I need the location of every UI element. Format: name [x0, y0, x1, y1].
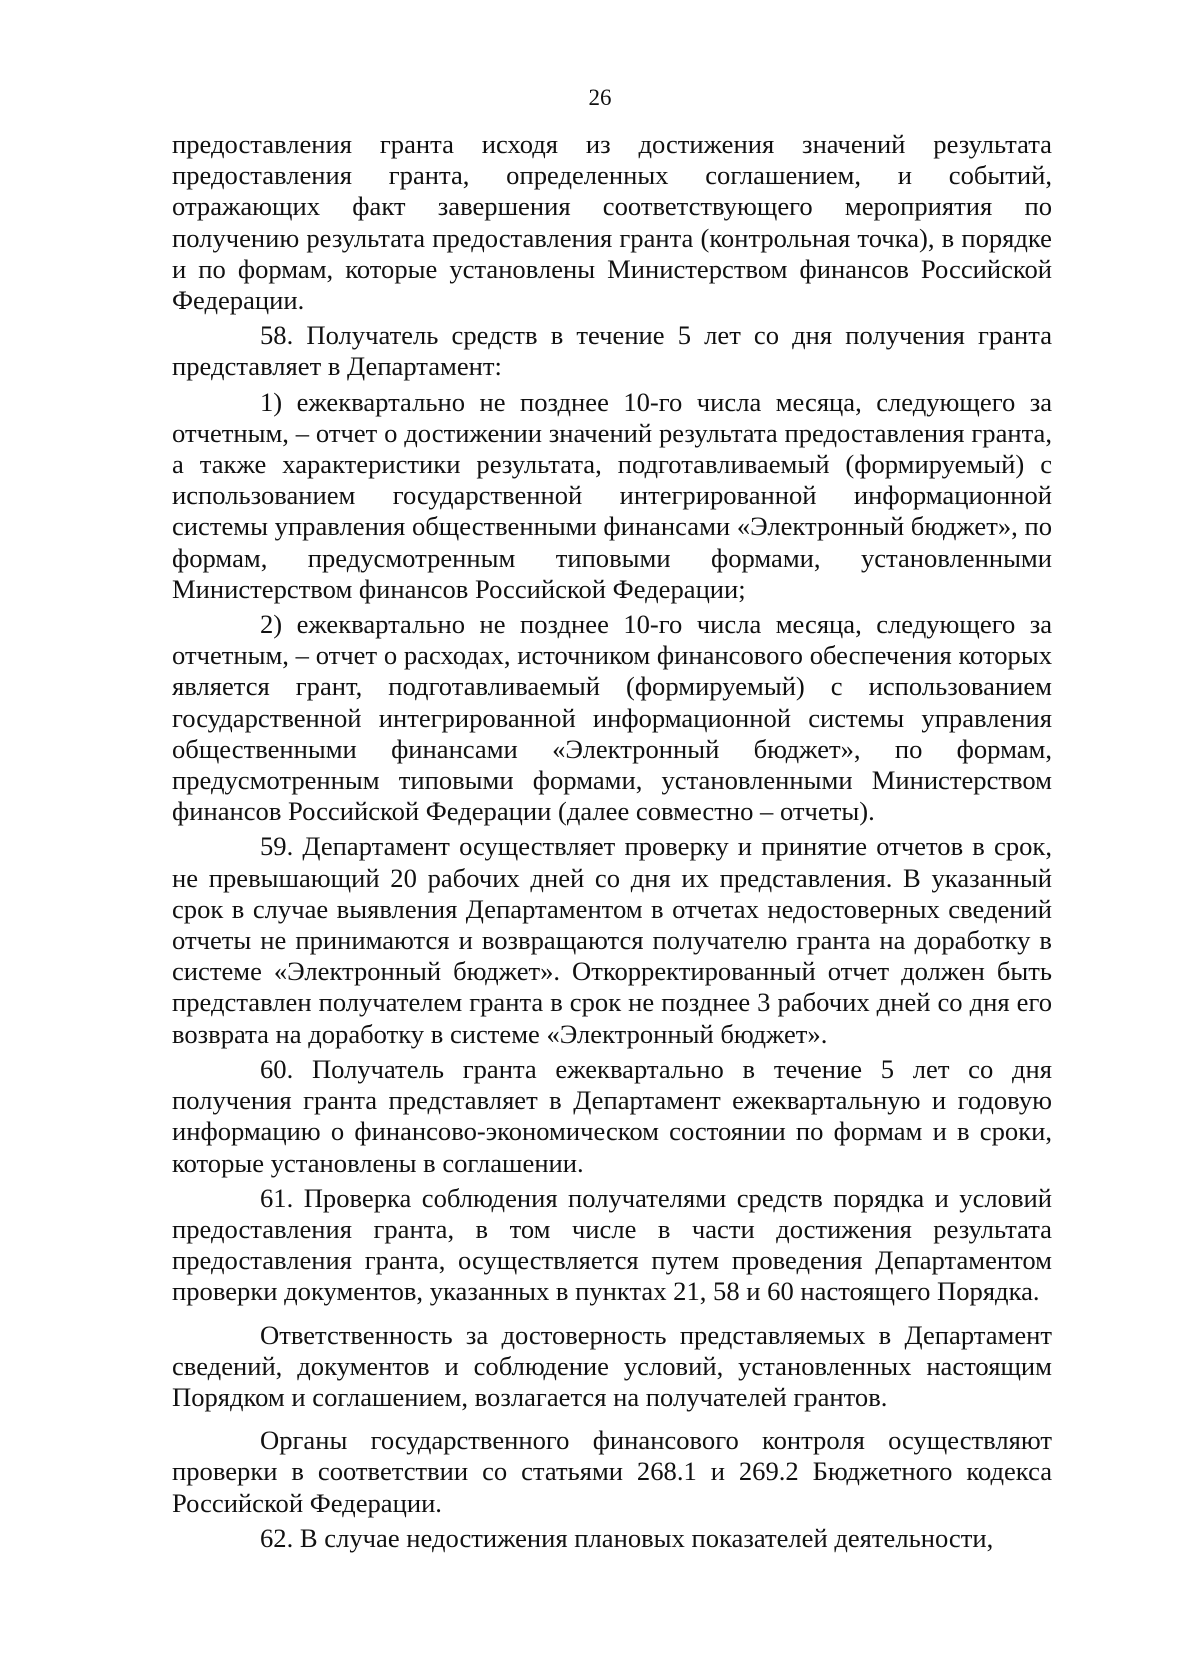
paragraph-subitem-1: 1) ежеквартально не позднее 10-го числа месяца, следующего за отчетным, – отчет о достижении значений результата предоставления гранта, а также характеристики результата, подготавливаемый (формируемый) с использованием государственной интегрированной информационной системы управления общественными финансами «Электронный бюджет», по формам, предусмотренным типовыми формами, установленными Министерством финансов Российской Федерации;	[172, 386, 1052, 604]
document-body	[172, 129, 1052, 1554]
paragraph-subitem-2: 2) ежеквартально не позднее 10-го числа месяца, следующего за отчетным, – отчет о расходах, источником финансового обеспечения которых является грант, подготавливаемый (формируемый) с использованием государственной интегрированной информационной системы управления общественными финансами «Электронный бюджет», по формам, предусмотренным типовыми формами, установленными Министерством финансов Российской Федерации (далее совместно – отчеты).	[172, 609, 1052, 827]
paragraph-item-60: 60. Получатель гранта ежеквартально в течение 5 лет со дня получения гранта представляет в Департамент ежеквартальную и годовую информацию о финансово-экономическом состоянии по формам и в сроки, которые установлены в соглашении.	[172, 1053, 1052, 1178]
paragraph-control-bodies: Органы государственного финансового контроля осуществляют проверки в соответствии со статьями 268.1 и 269.2 Бюджетного кодекса Российской Федерации.	[172, 1425, 1052, 1518]
paragraph-continuation: предоставления гранта исходя из достижения значений результата предоставления гранта, определенных соглашением, и событий, отражающих факт завершения соответствующего мероприятия по получению результата предоставления гранта (контрольная точка), в порядке и по формам, которые установлены Министерством финансов Российской Федерации.	[172, 129, 1052, 316]
paragraph-item-61: 61. Проверка соблюдения получателями средств порядка и условий предоставления гранта, в том числе в части достижения результата предоставления гранта, осуществляется путем проведения Департаментом проверки документов, указанных в пунктах 21, 58 и 60 настоящего Порядка.	[172, 1182, 1052, 1307]
page-number: 26	[588, 85, 612, 110]
paragraph-responsibility: Ответственность за достоверность представляемых в Департамент сведений, документов и соблюдение условий, установленных настоящим Порядком и соглашением, возлагается на получателей грантов.	[172, 1319, 1052, 1412]
paragraph-item-62: 62. В случае недостижения плановых показателей деятельности,	[260, 1522, 994, 1553]
paragraph-item-59: 59. Департамент осуществляет проверку и принятие отчетов в срок, не превышающий 20 рабочих дней со дня их представления. В указанный срок в случае выявления Департаментом в отчетах недостоверных сведений отчеты не принимаются и возвращаются получателю гранта на доработку в системе «Электронный бюджет». Откорректированный отчет должен быть представлен получателем гранта в срок не позднее 3 рабочих дней со дня его возврата на доработку в системе «Электронный бюджет».	[172, 831, 1052, 1049]
paragraph-item-58: 58. Получатель средств в течение 5 лет со дня получения гранта представляет в Департамент:	[172, 320, 1052, 382]
